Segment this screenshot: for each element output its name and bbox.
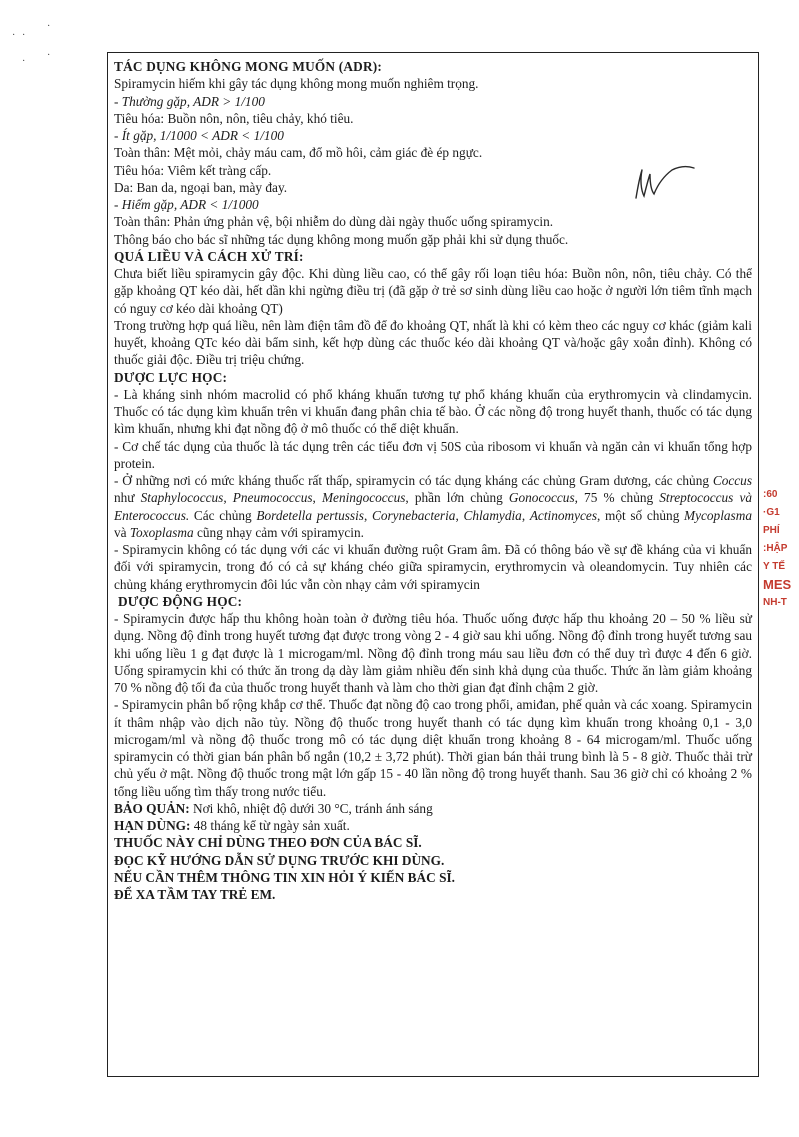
stamp-line: NH-T <box>763 597 787 608</box>
adr-uncommon-line: Tiêu hóa: Viêm kết tràng cấp. <box>114 162 272 178</box>
stamp-line: PHÍ <box>763 525 780 536</box>
warning-line: ĐỂ XA TẦM TAY TRẺ EM. <box>114 887 276 902</box>
text-run: , một số chủng <box>597 507 685 523</box>
stamp-line: Y TẾ <box>763 561 786 572</box>
text-run: như <box>114 490 141 506</box>
adr-uncommon-line: Da: Ban da, ngoại ban, mày đay. <box>114 179 288 195</box>
pharmacodynamics-paragraph: - Spiramycin không có tác dụng với các vi khuẩn đường ruột Gram âm. Đã có thông báo về sự đề kháng của vi khuẩn đối với spiramycin, trong đó có cả sự kháng chéo giữa spiramycin, erythromycin và oleandomycin. Tuy nhiên các chủng kháng erythromycin đôi lúc vẫn còn nhạy cảm với spiramycin <box>114 542 752 592</box>
scan-speck: · <box>12 30 16 41</box>
adr-rare-text: Toàn thân: Phản ứng phản vệ, bội nhiễm do dùng dài ngày thuốc uống spiramycin. <box>114 214 554 230</box>
adr-intro: Spiramycin hiếm khi gây tác dụng không mong muốn nghiêm trọng. <box>114 76 479 92</box>
organism-name: Streptococcus và Enterococcus. <box>114 490 753 523</box>
adr-uncommon-line: Toàn thân: Mệt mỏi, chảy máu cam, đổ mồ hôi, cảm giác đè ép ngực. <box>114 145 483 161</box>
storage-text: Nơi khô, nhiệt độ dưới 30 °C, tránh ánh sáng <box>189 800 433 816</box>
text-run: và <box>114 524 130 540</box>
organism-name: Coccus <box>712 473 752 488</box>
scan-speck: · <box>22 30 26 41</box>
adr-common-label: - Thường gặp, ADR > 1/100 <box>114 93 265 109</box>
shelf-life-line <box>114 817 752 834</box>
stamp-line: :60 <box>763 489 778 500</box>
shelf-life-text: 48 tháng kể từ ngày sản xuất. <box>190 818 350 833</box>
organism-name: Bordetella pertussis <box>256 507 364 523</box>
pharmacodynamics-heading: DƯỢC LỰC HỌC: <box>114 369 228 385</box>
leaflet-page <box>107 52 759 1077</box>
adr-notice: Thông báo cho bác sĩ những tác dụng không mong muốn gặp phải khi sử dụng thuốc. <box>114 231 569 247</box>
adr-heading: TÁC DỤNG KHÔNG MONG MUỐN (ADR): <box>114 59 383 74</box>
text-run: , <box>455 507 464 523</box>
text-run: cũng nhạy cảm với spiramycin. <box>193 524 364 540</box>
pharmacodynamics-paragraph: - Cơ chế tác dụng của thuốc là tác dụng trên các tiểu đơn vị 50S của ribosom vi khuẩn và ngăn cản vi khuẩn tổng hợp protein. <box>114 438 752 471</box>
organism-name: Staphylococcus <box>140 490 224 506</box>
scan-speck: · <box>22 56 26 67</box>
text-run: , <box>521 507 530 523</box>
adr-rare-label: - Hiếm gặp, ADR < 1/1000 <box>114 197 259 212</box>
scan-speck: · <box>47 50 51 61</box>
stamp-line: :HẬP <box>763 543 788 554</box>
pharmacodynamics-spectrum-paragraph <box>114 472 752 541</box>
storage-label: BẢO QUẢN: <box>114 800 190 816</box>
pharmacodynamics-paragraph: - Là kháng sinh nhóm macrolid có phổ kháng khuẩn tương tự phổ kháng khuẩn của erythromycin và clindamycin. Thuốc có tác dụng kìm khuẩn trên vi khuẩn đang phân chia tế bào. Ở các nồng độ trong huyết thanh, thuốc có tác dụng kìm khuẩn, nhưng khi đạt nồng độ ở mô thuốc có thể diệt khuẩn. <box>114 386 752 437</box>
warning-line: NẾU CẦN THÊM THÔNG TIN XIN HỎI Ý KIẾN BÁC SĨ. <box>114 869 455 885</box>
text-run: , <box>363 507 372 523</box>
organism-name: Toxoplasma <box>129 524 194 540</box>
text-run: , <box>223 490 233 506</box>
adr-uncommon-label: - Ít gặp, 1/1000 < ADR < 1/100 <box>114 128 284 143</box>
organism-name: Gonococcus <box>508 490 575 506</box>
text-run: , <box>312 490 322 506</box>
text-run: - Ở những nơi có mức kháng thuốc rất thấp, spiramycin có tác dụng kháng các chủng Gram dương, các chủng <box>114 473 713 488</box>
text-run: , phần lớn chủng <box>405 490 509 506</box>
adr-common-text: Tiêu hóa: Buồn nôn, nôn, tiêu chảy, khó tiêu. <box>114 110 354 126</box>
pharmacokinetics-paragraph: - Spiramycin phân bố rộng khắp cơ thể. Thuốc đạt nồng độ cao trong phổi, amiđan, phế quản và các xoang. Spiramycin ít thâm nhập vào dịch não tủy. Nồng độ thuốc trong huyết thanh có tác dụng kìm khuẩn trong khoảng 0,1 - 3,0 microgam/ml và nồng độ thuốc trong mô có tác dụng diệt khuẩn trong khoảng 8 - 64 microgam/ml. Thuốc uống spiramycin có thời gian bán phân bố ngắn (10,2 ± 3,72 phút). Thời gian bán thải trung bình là 5 - 8 giờ. Thuốc thải trừ chủ yếu ở mật. Nồng độ thuốc trong mật lớn gấp 15 - 40 lần nồng độ trong huyết thanh. Sau 36 giờ chỉ có khoảng 2 % tổng liều uống tìm thấy trong nước tiểu. <box>114 697 752 799</box>
stamp-line: ·G1 <box>763 507 780 518</box>
pharmacokinetics-heading: DƯỢC ĐỘNG HỌC: <box>118 593 243 609</box>
scan-speck: · <box>47 21 51 32</box>
text-run: Các chủng <box>189 507 257 523</box>
organism-name: Chlamydia <box>463 507 522 523</box>
text-run: , 75 % chủng <box>574 490 660 506</box>
organism-name: Pneumococcus <box>232 490 313 506</box>
overdose-paragraph: Chưa biết liều spiramycin gây độc. Khi dùng liều cao, có thể gây rối loạn tiêu hóa: Buồn nôn, nôn, tiêu chảy. Có thể gặp khoảng QT kéo dài, hết dần khi ngừng điều trị (đã gặp ở trẻ sơ sinh dùng liều cao hoặc ở người lớn tiêm tĩnh mạch có nguy cơ kéo dài khoảng QT) <box>114 266 752 316</box>
overdose-paragraph: Trong trường hợp quá liều, nên làm điện tâm đồ để đo khoảng QT, nhất là khi có kèm theo các nguy cơ khác (giảm kali huyết, khoảng QTc kéo dài bẩm sinh, kết hợp dùng các thuốc kéo dài khoảng QT và/hoặc gây xoắn đỉnh). Không có thuốc giải độc. Điều trị triệu chứng. <box>114 317 752 368</box>
organism-name: Mycoplasma <box>684 507 752 523</box>
pharmacokinetics-paragraph: - Spiramycin được hấp thu không hoàn toàn ở đường tiêu hóa. Thuốc uống được hấp thu khoảng 20 – 50 % liều sử dụng. Nồng độ đỉnh trong huyết tương đạt được trong vòng 2 - 4 giờ sau khi uống. Nồng độ đỉnh trong huyết tương sau khi uống liều 1 g đạt được là 1 microgam/ml. Nồng độ đỉnh trong máu sau liều đơn có thể duy trì được 4 đến 6 giờ. Uống spiramycin khi có thức ăn trong dạ dày làm giảm nhiều đến sinh khả dụng của thuốc. Thức ăn làm giảm khoảng 70 % nồng độ tối đa của thuốc trong huyết thanh và làm cho thời gian đạt đỉnh chậm 2 giờ. <box>114 611 752 695</box>
organism-name: Corynebacteria <box>371 507 456 523</box>
red-stamp-fragment <box>763 486 797 612</box>
warning-line: ĐỌC KỸ HƯỚNG DẪN SỬ DỤNG TRƯỚC KHI DÙNG. <box>114 852 445 868</box>
stamp-line: MES <box>763 577 792 592</box>
handwritten-initials-icon <box>628 162 700 204</box>
organism-name: Actinomyces <box>529 507 598 523</box>
shelf-life-label: HẠN DÙNG: <box>114 818 191 833</box>
storage-line <box>114 800 752 817</box>
overdose-heading: QUÁ LIỀU VÀ CÁCH XỬ TRÍ: <box>114 248 304 264</box>
warning-line: THUỐC NÀY CHỈ DÙNG THEO ĐƠN CỦA BÁC SĨ. <box>114 835 422 851</box>
organism-name: Meningococcus <box>321 490 406 506</box>
